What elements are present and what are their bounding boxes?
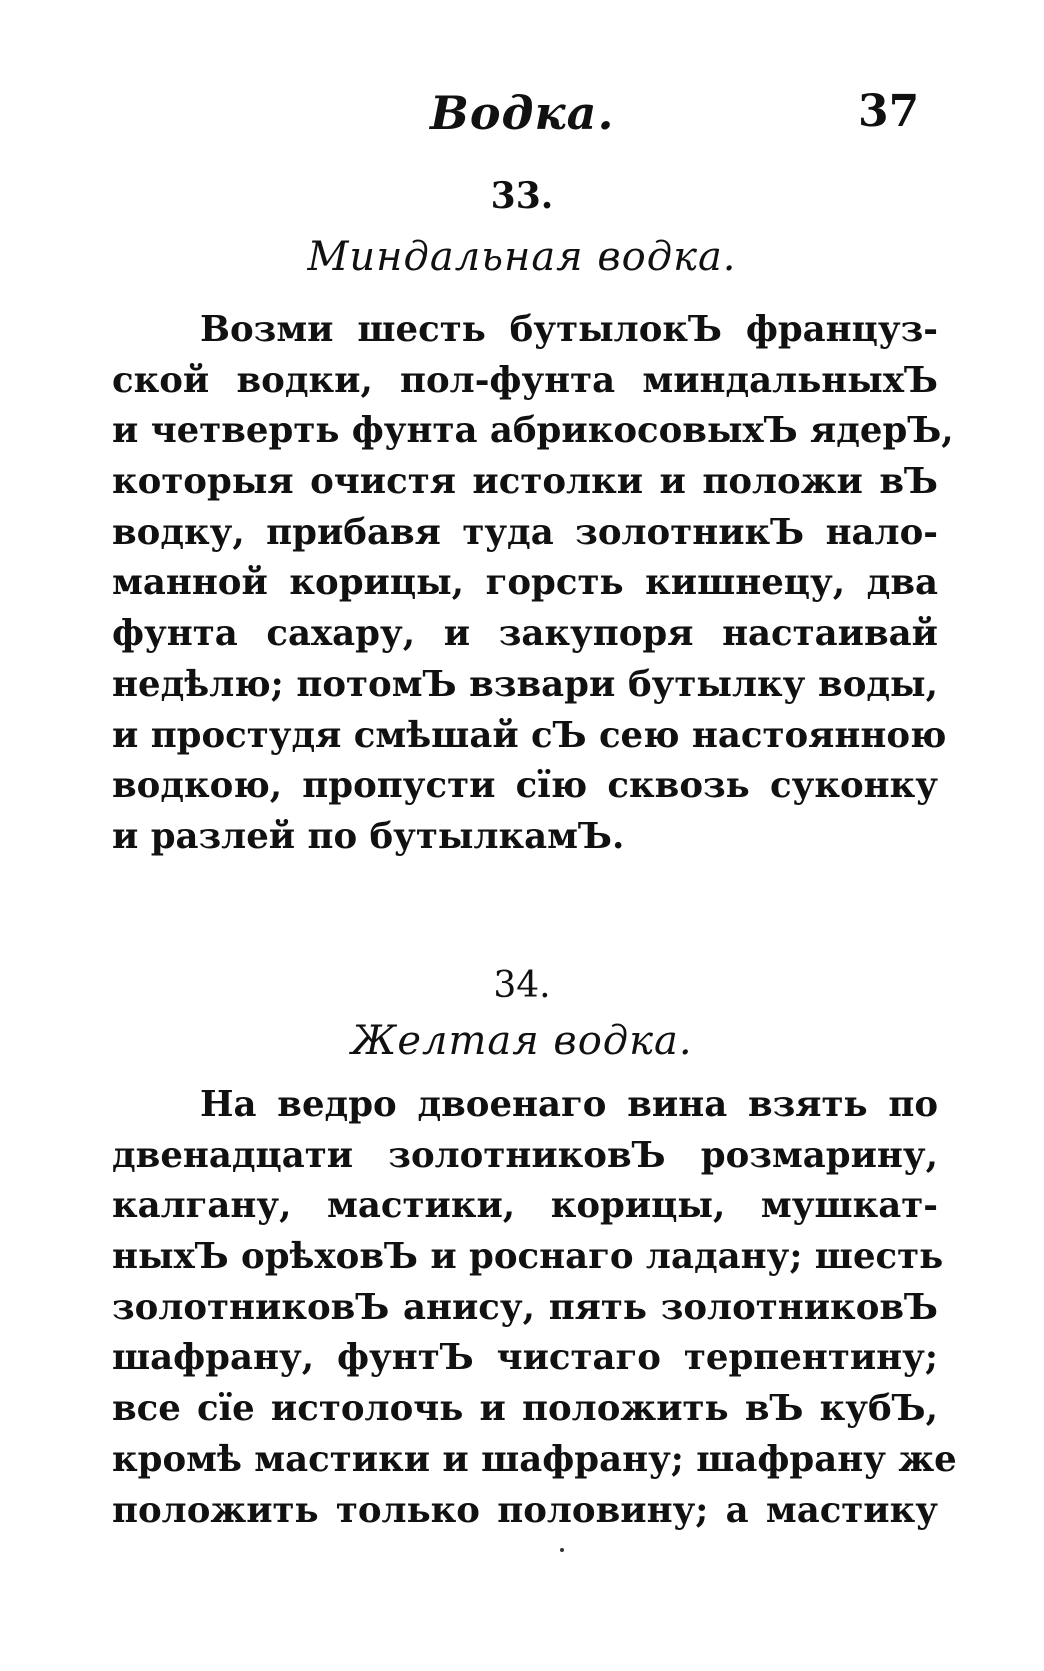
text-line: ныхЪ орѣховЪ и роснаго ладану; шесть [112, 1236, 944, 1278]
text-line: положить только половину; а мастику [112, 1489, 938, 1531]
text-line: калгану, мастики, корицы, мушкат- [112, 1185, 938, 1227]
text-line: двенадцати золотниковЪ розмарину, [112, 1134, 938, 1176]
text-line: водку, прибавя туда золотникЪ нало- [112, 511, 938, 553]
running-head [0, 86, 1044, 156]
recipe-paragraph [112, 305, 954, 863]
text-line: и разлей по бутылкамЪ. [112, 815, 625, 857]
section-number: 33. [490, 175, 554, 217]
print-mark [560, 1548, 564, 1552]
text-line: все сїе истолочь и положить вЪ кубЪ, [112, 1388, 938, 1430]
text-line: недѣлю; потомЪ взвари бутылку воды, [112, 663, 938, 705]
text-line: манной корицы, горсть кишнецу, два [112, 562, 938, 604]
text-line: фунта сахару, и закупоря настаивай [112, 613, 938, 655]
section-number: 34. [493, 965, 551, 1006]
section-title: Желтая водка. [351, 1018, 693, 1064]
text-line: Возми шесть бутылокЪ француз- [200, 309, 938, 350]
section-title: Миндальная водка. [307, 234, 737, 280]
text-line: На ведро двоенаго вина взять по [200, 1084, 938, 1125]
text-line: золотниковЪ анису, пять золотниковЪ [112, 1286, 938, 1328]
running-title: Водка. [430, 86, 615, 140]
text-line: которыя очистя истолки и положи вЪ [112, 461, 938, 503]
page-number: 37 [858, 86, 920, 137]
text-line: и простудя смѣшай сЪ сею настоянною [112, 714, 947, 756]
text-line: водкою, пропусти сїю сквозь суконку [112, 765, 938, 807]
text-line: и четверть фунта абрикосовыхЪ ядерЪ, [112, 410, 954, 452]
text-line: шафрану, фунтЪ чистаго терпентину; [112, 1337, 938, 1379]
text-line: кромѣ мастики и шафрану; шафрану же [112, 1438, 957, 1480]
recipe-paragraph [112, 1080, 957, 1536]
text-line: ской водки, пол-фунта миндальныхЪ [112, 359, 938, 401]
